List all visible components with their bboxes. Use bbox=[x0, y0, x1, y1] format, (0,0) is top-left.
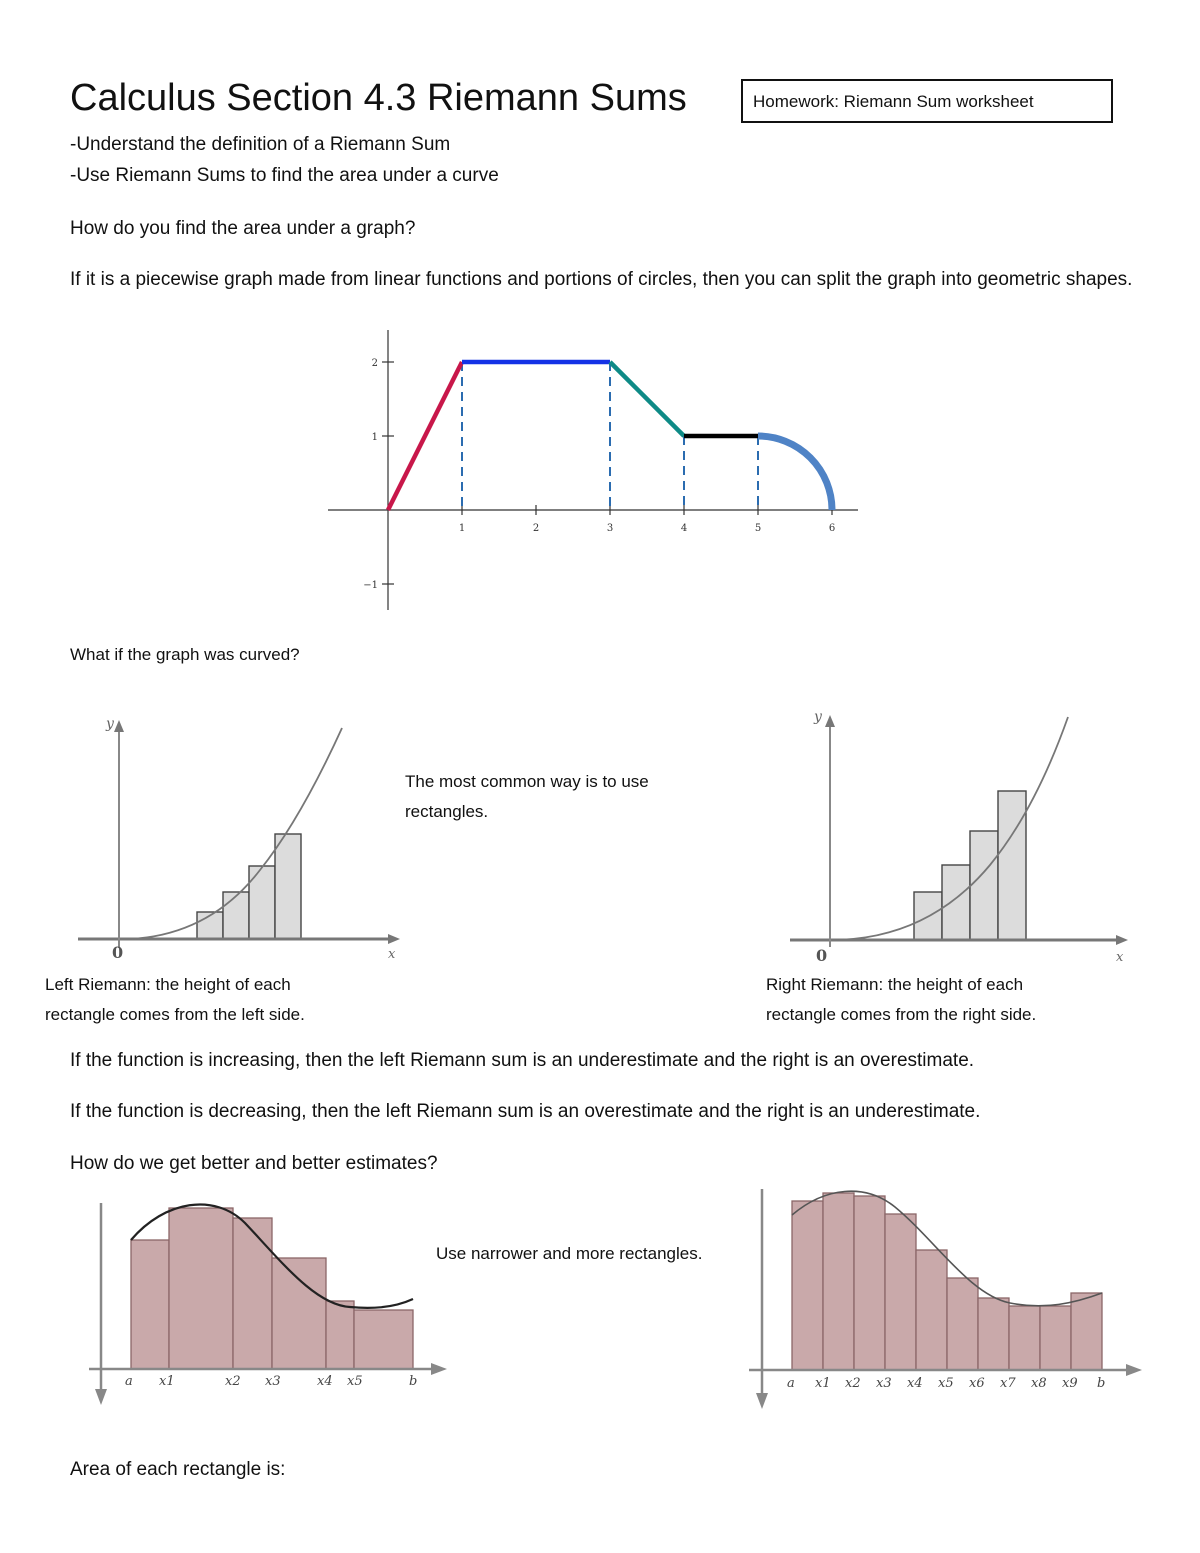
piecewise-graph bbox=[320, 325, 880, 615]
fine-rect bbox=[947, 1278, 978, 1370]
right-rect bbox=[998, 791, 1026, 940]
x-tick-label: 3 bbox=[606, 523, 614, 534]
x-label: x6 bbox=[969, 1376, 985, 1391]
left-rect bbox=[275, 834, 301, 939]
question-area: How do you find the area under a graph? bbox=[70, 218, 416, 239]
x-axis-arrow bbox=[431, 1363, 447, 1375]
area-text: Area of each rectangle is: bbox=[70, 1459, 286, 1480]
x-label: b bbox=[1097, 1376, 1106, 1391]
right-rect bbox=[942, 865, 970, 940]
fine-rect bbox=[916, 1250, 947, 1370]
origin-label: 0 bbox=[112, 943, 124, 962]
x-label: x4 bbox=[907, 1376, 923, 1391]
x-label: a bbox=[787, 1376, 795, 1391]
right-riemann-graph bbox=[790, 705, 1135, 970]
segment-rising bbox=[388, 362, 462, 510]
better-estimates-question: How do we get better and better estimates? bbox=[70, 1153, 438, 1174]
y-axis-arrow bbox=[756, 1393, 768, 1409]
x-label: x2 bbox=[225, 1374, 241, 1389]
left-rect bbox=[249, 866, 275, 939]
x-label: x9 bbox=[1062, 1376, 1078, 1391]
fine-rect bbox=[792, 1201, 823, 1370]
right-riemann-caption: Right Riemann: the height of each rectangle comes from the right side. bbox=[766, 975, 1037, 1024]
y-axis-arrow bbox=[825, 715, 835, 727]
fine-rect bbox=[1040, 1306, 1071, 1370]
fine-rect bbox=[1009, 1306, 1040, 1370]
x-label: x bbox=[1116, 950, 1124, 965]
y-axis-arrow bbox=[114, 720, 124, 732]
coarse-rect bbox=[326, 1301, 354, 1369]
fine-rect bbox=[885, 1214, 916, 1370]
x-axis-arrow bbox=[1126, 1364, 1142, 1376]
coarse-riemann-graph bbox=[85, 1195, 455, 1410]
curved-question: What if the graph was curved? bbox=[70, 645, 300, 664]
fine-rect bbox=[978, 1298, 1009, 1370]
piecewise-text: If it is a piecewise graph made from linear functions and portions of circles, then you can split the graph into geometric shapes. bbox=[70, 269, 1133, 290]
increasing-text: If the function is increasing, then the left Riemann sum is an underestimate and the right is an overestimate. bbox=[70, 1050, 975, 1071]
fine-riemann-graph bbox=[745, 1185, 1145, 1415]
objective-2: -Use Riemann Sums to find the area under a curve bbox=[70, 165, 499, 186]
homework-box: Homework: Riemann Sum worksheet bbox=[741, 79, 1113, 123]
left-riemann-caption: Left Riemann: the height of each rectangle comes from the left side. bbox=[45, 975, 305, 1024]
coarse-rect bbox=[233, 1218, 272, 1369]
narrower-text: Use narrower and more rectangles. bbox=[436, 1244, 703, 1263]
x-tick-label: 2 bbox=[532, 523, 540, 534]
x-label: x1 bbox=[815, 1376, 831, 1391]
x-label: x4 bbox=[317, 1374, 333, 1389]
left-rect bbox=[223, 892, 249, 939]
fine-rect bbox=[823, 1193, 854, 1370]
x-label: b bbox=[409, 1374, 418, 1389]
x-label: x5 bbox=[938, 1376, 954, 1391]
y-tick-label: 2 bbox=[371, 358, 378, 369]
x-label: x bbox=[388, 947, 396, 962]
y-axis-arrow bbox=[95, 1389, 107, 1405]
quarter-circle-arc bbox=[758, 436, 832, 510]
x-label: x1 bbox=[159, 1374, 175, 1389]
x-label: x3 bbox=[876, 1376, 892, 1391]
x-label: x3 bbox=[265, 1374, 281, 1389]
decreasing-text: If the function is decreasing, then the left Riemann sum is an overestimate and the right is an underestimate. bbox=[70, 1101, 981, 1122]
x-label: x2 bbox=[845, 1376, 861, 1391]
objective-1: -Understand the definition of a Riemann Sum bbox=[70, 134, 451, 155]
x-tick-label: 5 bbox=[754, 523, 762, 534]
x-label: x8 bbox=[1031, 1376, 1047, 1391]
y-label: y bbox=[106, 716, 114, 732]
x-axis-arrow bbox=[1116, 935, 1128, 945]
fine-rect bbox=[854, 1196, 885, 1370]
coarse-rect bbox=[354, 1310, 413, 1369]
coarse-rect bbox=[131, 1240, 169, 1369]
right-rect bbox=[970, 831, 998, 940]
page-title: Calculus Section 4.3 Riemann Sums bbox=[70, 77, 687, 119]
x-axis-arrow bbox=[388, 934, 400, 944]
y-tick-label: −1 bbox=[363, 580, 378, 591]
x-tick-label: 1 bbox=[458, 523, 466, 534]
fine-rect bbox=[1071, 1293, 1102, 1370]
x-label: x7 bbox=[1000, 1376, 1016, 1391]
y-label: y bbox=[814, 709, 822, 725]
segment-falling bbox=[610, 362, 684, 436]
coarse-rect bbox=[169, 1208, 233, 1369]
x-label: x5 bbox=[347, 1374, 363, 1389]
y-tick-label: 1 bbox=[371, 432, 378, 443]
x-tick-label: 4 bbox=[680, 523, 688, 534]
coarse-rect bbox=[272, 1258, 326, 1369]
rectangles-text: The most common way is to use rectangles. bbox=[405, 772, 649, 821]
x-tick-label: 6 bbox=[828, 523, 836, 534]
left-riemann-graph bbox=[70, 710, 410, 970]
x-label: a bbox=[125, 1374, 133, 1389]
origin-label: 0 bbox=[816, 946, 828, 965]
